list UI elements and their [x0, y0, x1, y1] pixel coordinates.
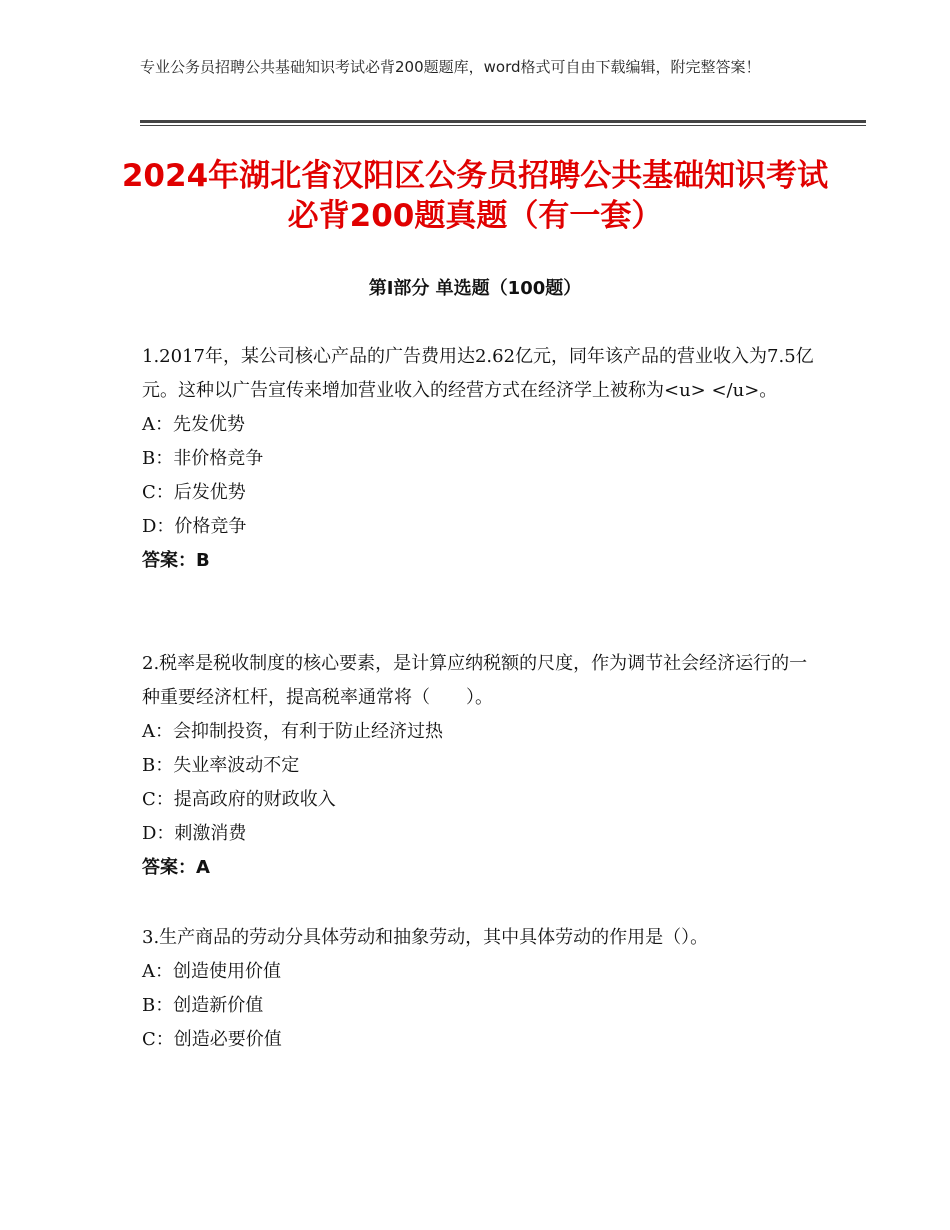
document-title: 2024年湖北省汉阳区公务员招聘公共基础知识考试必背200题真题（有一套） — [121, 158, 829, 234]
question-stem: 1.2017年，某公司核心产品的广告费用达2.62亿元，同年该产品的营业收入为7.5亿元。这种以广告宣传来增加营业收入的经营方式在经济学上被称为<u> </u>。 — [142, 346, 814, 401]
option-b: B：失业率波动不定 — [142, 755, 300, 776]
option-d: D：刺激消费 — [142, 823, 247, 844]
answer: 答案：A — [142, 857, 210, 878]
header-divider-thin — [140, 125, 866, 126]
header-divider — [140, 120, 866, 123]
question-stem: 2.税率是税收制度的核心要素，是计算应纳税额的尺度，作为调节社会经济运行的一种重要经济杠杆，提高税率通常将（ ）。 — [142, 653, 808, 708]
option-c: C：提高政府的财政收入 — [142, 789, 336, 810]
option-b: B：创造新价值 — [142, 995, 264, 1016]
option-c: C：创造必要价值 — [142, 1029, 282, 1050]
option-b: B：非价格竞争 — [142, 448, 264, 469]
question-3 — [142, 921, 822, 1057]
option-a: A：创造使用价值 — [142, 961, 281, 982]
option-a: A：先发优势 — [142, 414, 245, 435]
header-note: 专业公务员招聘公共基础知识考试必背200题题库，word格式可自由下载编辑，附完整答案！ — [140, 58, 761, 76]
option-d: D：价格竞争 — [142, 516, 247, 537]
option-a: A：会抑制投资，有利于防止经济过热 — [142, 721, 443, 742]
question-2 — [142, 647, 822, 885]
question-stem: 3.生产商品的劳动分具体劳动和抽象劳动，其中具体劳动的作用是（）。 — [142, 927, 709, 948]
section-heading: 第Ⅰ部分 单选题（100题） — [368, 278, 582, 299]
option-c: C：后发优势 — [142, 482, 246, 503]
question-1 — [142, 340, 822, 578]
answer: 答案：B — [142, 550, 210, 571]
